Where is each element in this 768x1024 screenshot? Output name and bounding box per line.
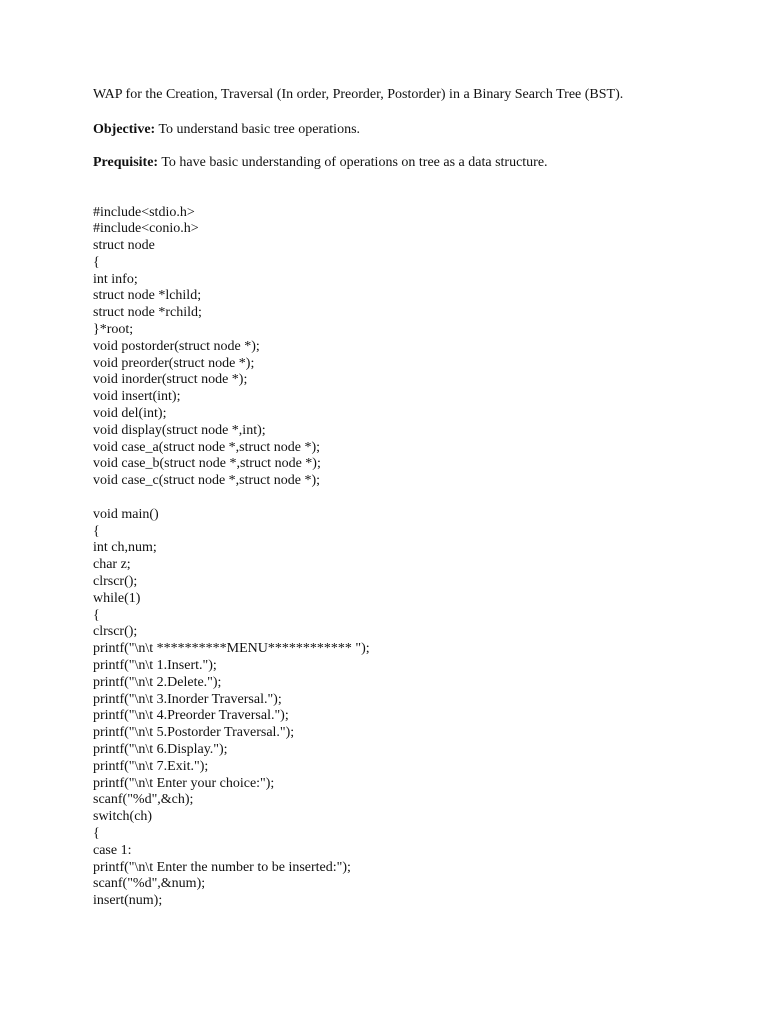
code-line: scanf("%d",&ch); — [93, 792, 194, 808]
code-line: clrscr(); — [93, 574, 138, 590]
code-line: printf("\n\t 1.Insert."); — [93, 658, 217, 674]
code-block-declarations — [93, 205, 693, 491]
document-title: WAP for the Creation, Traversal (In order, Preorder, Postorder) in a Binary Search Tree (BST). — [93, 87, 624, 102]
code-blank-line — [93, 490, 693, 507]
code-line: void display(struct node *,int); — [93, 422, 266, 438]
prerequisite-paragraph — [93, 155, 693, 172]
code-line: void case_a(struct node *,struct node *); — [93, 439, 321, 455]
code-line: void case_b(struct node *,struct node *); — [93, 456, 321, 472]
objective-text: To understand basic tree operations. — [155, 121, 361, 137]
code-line: { — [93, 254, 100, 270]
code-line: #include<stdio.h> — [93, 204, 195, 220]
objective-label: Objective: — [93, 121, 156, 137]
objective-paragraph — [93, 122, 693, 139]
code-line: #include<conio.h> — [93, 221, 199, 237]
code-line: printf("\n\t 2.Delete."); — [93, 674, 222, 690]
code-line: void del(int); — [93, 406, 167, 422]
code-line: void postorder(struct node *); — [93, 338, 260, 354]
prerequisite-text: To have basic understanding of operations on tree as a data structure. — [158, 155, 548, 170]
code-line: void preorder(struct node *); — [93, 355, 255, 371]
code-line: printf("\n\t Enter the number to be inserted:"); — [93, 859, 351, 875]
code-line: scanf("%d",&num); — [93, 876, 206, 892]
code-line: printf("\n\t 5.Postorder Traversal."); — [93, 725, 295, 741]
code-line: char z; — [93, 557, 131, 573]
code-line: void insert(int); — [93, 389, 181, 405]
code-line: struct node — [93, 238, 155, 254]
prerequisite-label: Prequisite: — [93, 155, 159, 170]
code-line: int ch,num; — [93, 540, 157, 556]
code-line: clrscr(); — [93, 624, 138, 640]
code-block-main — [93, 507, 693, 910]
code-line: struct node *lchild; — [93, 288, 202, 304]
document-page — [93, 87, 693, 910]
code-line: printf("\n\t Enter your choice:"); — [93, 775, 275, 791]
code-line: switch(ch) — [93, 809, 153, 825]
code-line: void main() — [93, 506, 159, 522]
code-line: int info; — [93, 271, 138, 287]
code-line: printf("\n\t 7.Exit."); — [93, 758, 209, 774]
code-line: printf("\n\t 6.Display."); — [93, 742, 228, 757]
code-line: printf("\n\t **********MENU************ "); — [93, 641, 370, 657]
code-listing — [93, 205, 693, 910]
code-line: insert(num); — [93, 893, 163, 909]
code-line: { — [93, 825, 100, 841]
code-line: printf("\n\t 4.Preorder Traversal."); — [93, 708, 289, 724]
code-line: void case_c(struct node *,struct node *); — [93, 473, 321, 489]
code-line: void inorder(struct node *); — [93, 372, 248, 388]
code-line: }*root; — [93, 322, 134, 338]
code-line: while(1) — [93, 590, 141, 606]
code-line: printf("\n\t 3.Inorder Traversal."); — [93, 691, 282, 707]
code-line: { — [93, 607, 100, 623]
code-line: { — [93, 523, 100, 539]
code-line: case 1: — [93, 842, 132, 858]
code-line: struct node *rchild; — [93, 305, 202, 321]
